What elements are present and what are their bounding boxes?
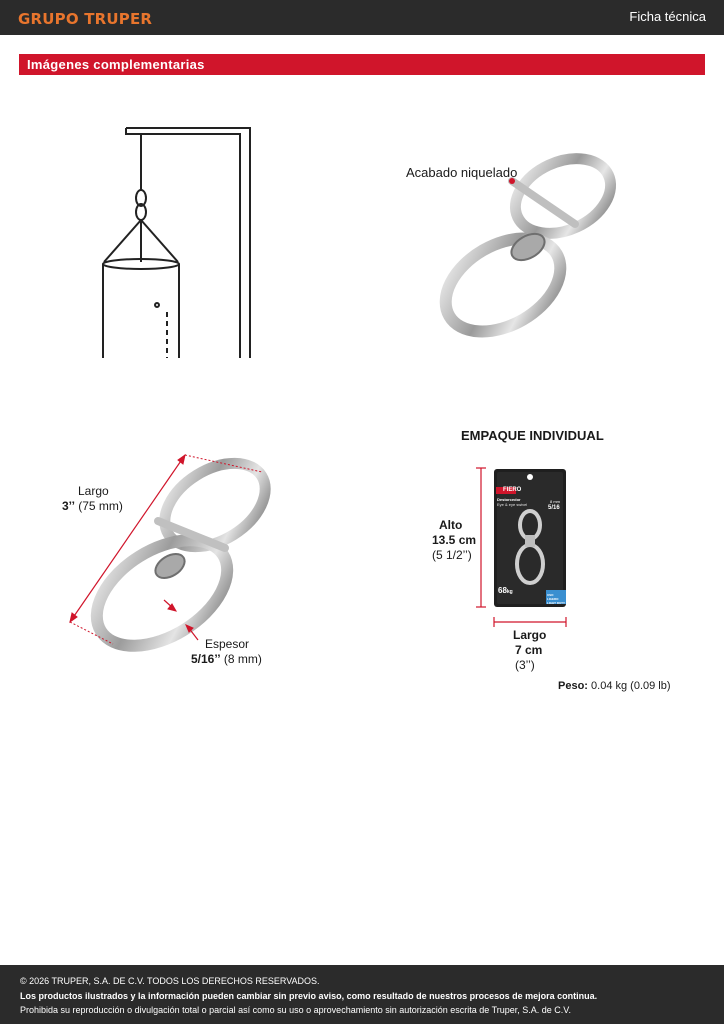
footer-notice: Los productos ilustrados y la información pueden cambiar sin previo aviso, como resultado de nuestros procesos de mejora continua. [20, 991, 598, 1001]
package-height-value: 13.5 cm [432, 533, 477, 547]
package-load-unit: kg [506, 589, 513, 595]
length-dimension [62, 499, 123, 514]
package-width-value: 7 cm [515, 643, 543, 657]
package-width-imperial: (3’’) [515, 658, 535, 672]
package-weight-label: Peso: [558, 680, 588, 692]
section-title: Imágenes complementarias [27, 57, 205, 72]
thickness-label: Espesor [205, 637, 250, 651]
length-metric: (75 mm) [78, 499, 123, 513]
top-bar [0, 0, 724, 35]
package-load [498, 586, 513, 597]
brand-logo: GRUPO TRUPER [18, 10, 153, 28]
footer-legal: Prohibida su reproducción o divulgación total o parcial así como su uso o aprovechamiento sin autorización escrita de Truper, S.A. de C.V. [20, 1005, 571, 1015]
footer [0, 965, 724, 1024]
package-duty-badge: USO LIGERO LIGHT DUTY [547, 593, 565, 605]
thickness-value: 5/16’’ [191, 652, 221, 666]
package-weight [558, 679, 671, 694]
package-size-in: 5/16 [548, 505, 560, 511]
hanging-bag-diagram [95, 120, 260, 365]
thickness-metric: (8 mm) [223, 652, 262, 666]
package-brand: FIERO [503, 487, 522, 493]
swivel-dimension-image [60, 445, 285, 655]
length-label: Largo [78, 484, 109, 498]
thickness-dimension [191, 652, 262, 667]
package-product-subtitle: Eye & eye swivel [497, 502, 528, 507]
footer-copyright: © 2026 TRUPER, S.A. DE C.V. TODOS LOS DERECHOS RESERVADOS. [20, 976, 320, 986]
package-height-imperial: (5 1/2’’) [432, 548, 472, 562]
finish-label: Acabado niquelado [406, 165, 518, 180]
package-height-label: Alto [439, 518, 463, 532]
package-load-value: 68 [498, 586, 507, 595]
length-value: 3’’ [62, 499, 75, 513]
section-header [19, 54, 705, 75]
package-weight-value: 0.04 kg (0.09 lb) [591, 680, 671, 692]
package-size-mm: 8 mm [550, 499, 560, 504]
package-title: EMPAQUE INDIVIDUAL [461, 428, 604, 443]
document-type: Ficha técnica [629, 9, 706, 24]
package-width-label: Largo [513, 628, 547, 642]
package-product-name: Destorcedor [497, 497, 521, 502]
